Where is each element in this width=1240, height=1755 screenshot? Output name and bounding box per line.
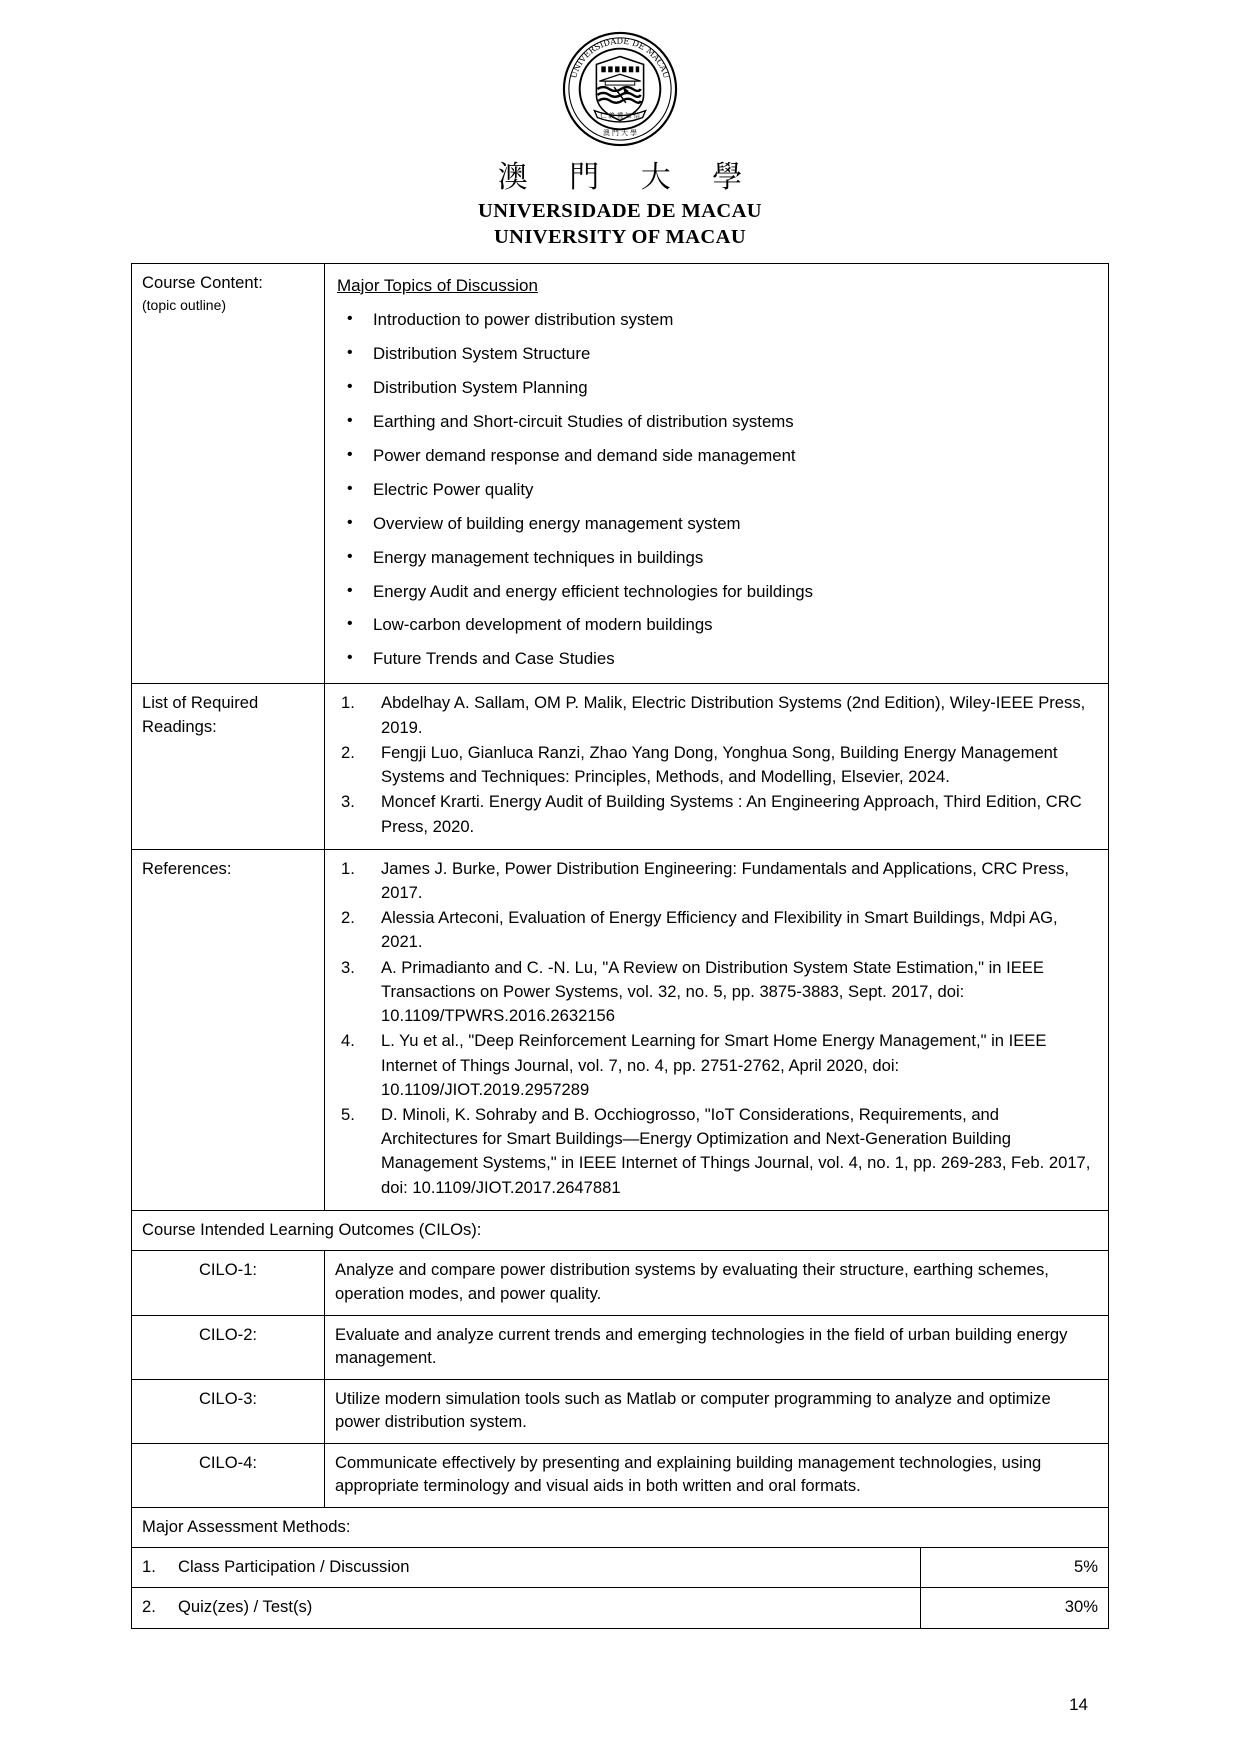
table-row-cilo <box>132 1251 1109 1315</box>
list-item <box>335 412 1098 433</box>
cilo-text: Communicate effectively by presenting and explaining building management technologies, using appropriate terminology and visual aids in both written and oral formats. <box>335 1452 1042 1496</box>
item-number: 1. <box>341 858 355 878</box>
bullet-icon: • <box>347 479 353 497</box>
course-content-label-cell <box>132 263 325 684</box>
cilo-code-cell <box>132 1379 325 1443</box>
cilos-heading-cell <box>132 1210 1109 1251</box>
cilo-text: Analyze and compare power distribution systems by evaluating their structure, earthing schemes, operation modes, and power quality. <box>335 1260 1049 1303</box>
topic-text: Introduction to power distribution system <box>373 309 674 329</box>
assessment-method-cell <box>132 1588 921 1629</box>
topic-text: Earthing and Short-circuit Studies of distribution systems <box>373 411 794 431</box>
assessment-weight-cell <box>921 1588 1109 1629</box>
topic-text: Energy management techniques in buildings <box>373 547 704 567</box>
required-readings-list <box>335 691 1098 838</box>
required-readings-label: List of Required Readings: <box>142 693 259 737</box>
cilo-code-cell <box>132 1315 325 1379</box>
item-number: 1. <box>341 693 355 713</box>
list-item <box>335 615 1098 636</box>
major-topics-heading: Major Topics of Discussion <box>337 275 538 295</box>
item-number: 1. <box>142 1556 156 1576</box>
cilo-code: CILO-3: <box>198 1388 258 1408</box>
list-item <box>335 906 1098 954</box>
list-item <box>335 956 1098 1029</box>
item-number: 2. <box>142 1597 156 1617</box>
svg-text:仁 義 禮 知 信: 仁 義 禮 知 信 <box>600 111 640 120</box>
table-row-required-readings <box>132 684 1109 849</box>
list-item <box>335 790 1098 838</box>
table-row <box>132 1588 1109 1629</box>
list-item <box>335 691 1098 739</box>
list-item <box>335 514 1098 535</box>
references-label: References: <box>142 858 232 878</box>
university-name-chinese: 澳 門 大 學 <box>497 160 759 195</box>
list-item <box>335 857 1098 905</box>
table-row-cilo <box>132 1315 1109 1379</box>
list-item <box>335 1103 1098 1200</box>
cilo-text: Utilize modern simulation tools such as Matlab or computer programming to analyze and optimize power distribution system. <box>335 1388 1051 1432</box>
topic-text: Power demand response and demand side management <box>373 445 796 465</box>
cilo-code: CILO-4: <box>198 1452 258 1472</box>
table-row-cilos-heading <box>132 1210 1109 1251</box>
reference-text: L. Yu et al., "Deep Reinforcement Learning for Smart Home Energy Management," in IEEE Internet of Things Journal, vol. 7, no. 4, pp. 2751-2762, April 2020, doi: 10.1109/JIOT.2019.2957289 <box>381 1031 1047 1099</box>
list-item <box>335 480 1098 501</box>
assessment-weight: 30% <box>1064 1597 1098 1617</box>
required-readings-label-cell <box>132 684 325 849</box>
assessment-heading: Major Assessment Methods: <box>142 1516 351 1536</box>
cilo-text: Evaluate and analyze current trends and emerging technologies in the field of urban building energy management. <box>335 1324 1068 1368</box>
course-content-sublabel: (topic outline) <box>142 297 227 314</box>
assessment-method-name: Class Participation / Discussion <box>178 1556 410 1576</box>
reference-text: A. Primadianto and C. -N. Lu, "A Review on Distribution System State Estimation," in IEEE Transactions on Power Systems, vol. 32, no. 5, pp. 3875-3883, Sept. 2017, doi: 10.1109/TPWRS.2016.2632156 <box>381 957 1044 1026</box>
bullet-icon: • <box>347 343 353 361</box>
svg-text:澳 門 大 學: 澳 門 大 學 <box>602 129 638 138</box>
reference-text: D. Minoli, K. Sohraby and B. Occhiogrosso, "IoT Considerations, Requirements, and Architectures for Smart Buildings—Energy Optimization and Next-Generation Building Management Systems," in IEEE Internet of Things Journal, vol. 4, no. 1, pp. 269-283, Feb. 2017, doi: 10.1109/JIOT.2017.2647881 <box>381 1104 1091 1197</box>
item-number: 5. <box>341 1104 355 1124</box>
cilos-heading: Course Intended Learning Outcomes (CILOs): <box>142 1219 482 1239</box>
topic-text: Distribution System Structure <box>373 343 591 363</box>
cilo-code-cell <box>132 1251 325 1315</box>
item-number: 2. <box>341 742 355 762</box>
topic-text: Overview of building energy management system <box>373 513 741 533</box>
list-item <box>335 582 1098 603</box>
item-number: 3. <box>341 957 355 977</box>
topic-text: Low-carbon development of modern buildings <box>373 615 713 635</box>
reading-text: Abdelhay A. Sallam, OM P. Malik, Electric Distribution Systems (2nd Edition), Wiley-IEEE Press, 2019. <box>381 693 1086 737</box>
page-number: 14 <box>1069 1695 1088 1714</box>
list-item <box>335 1029 1098 1102</box>
course-content-label: Course Content: <box>142 272 263 292</box>
list-item <box>335 741 1098 789</box>
list-item <box>335 548 1098 569</box>
topic-text: Electric Power quality <box>373 479 534 499</box>
reading-text: Moncef Krarti. Energy Audit of Building Systems : An Engineering Approach, Third Edition, CRC Press, 2020. <box>381 792 1082 836</box>
table-row-cilo <box>132 1443 1109 1507</box>
bullet-icon: • <box>347 445 353 463</box>
table-row-references <box>132 849 1109 1210</box>
references-cell <box>325 849 1109 1210</box>
item-number: 2. <box>341 908 355 928</box>
assessment-weight-cell <box>921 1547 1109 1588</box>
bullet-icon: • <box>347 547 353 565</box>
list-item <box>335 344 1098 365</box>
syllabus-table-wrapper <box>131 263 1109 1629</box>
list-item <box>335 649 1098 670</box>
university-crest-icon <box>561 30 679 148</box>
university-name-english: UNIVERSITY OF MACAU <box>493 225 747 248</box>
university-name-portuguese: UNIVERSIDADE DE MACAU <box>477 199 763 222</box>
topics-list <box>335 310 1098 671</box>
references-list <box>335 857 1098 1200</box>
bullet-icon: • <box>347 513 353 531</box>
list-item <box>335 446 1098 467</box>
svg-text:UNIVERSIDADE DE MACAU: UNIVERSIDADE DE MACAU <box>568 35 672 80</box>
bullet-icon: • <box>347 649 353 667</box>
table-row <box>132 1547 1109 1588</box>
bullet-icon: • <box>347 377 353 395</box>
list-item <box>335 310 1098 331</box>
letterhead <box>0 0 1240 249</box>
bullet-icon: • <box>347 615 353 633</box>
course-content-cell <box>325 263 1109 684</box>
assessment-table <box>131 1547 1109 1629</box>
topic-text: Distribution System Planning <box>373 377 588 397</box>
cilo-text-cell <box>325 1379 1109 1443</box>
references-label-cell <box>132 849 325 1210</box>
cilo-text-cell <box>325 1251 1109 1315</box>
table-row-assessment-heading <box>132 1507 1109 1548</box>
reference-text: Alessia Arteconi, Evaluation of Energy Efficiency and Flexibility in Smart Buildings, Mdpi AG, 2021. <box>381 908 1058 952</box>
table-row-cilo <box>132 1379 1109 1443</box>
table-row-course-content <box>132 263 1109 684</box>
cilo-text-cell <box>325 1315 1109 1379</box>
bullet-icon: • <box>347 309 353 327</box>
cilo-text-cell <box>325 1443 1109 1507</box>
cilo-code: CILO-1: <box>198 1260 258 1280</box>
topic-text: Future Trends and Case Studies <box>373 649 615 669</box>
reference-text: James J. Burke, Power Distribution Engineering: Fundamentals and Applications, CRC Press, 2017. <box>381 858 1070 902</box>
assessment-heading-cell <box>132 1507 1109 1548</box>
topic-text: Energy Audit and energy efficient technologies for buildings <box>373 581 814 601</box>
list-item <box>335 378 1098 399</box>
cilo-code: CILO-2: <box>198 1324 258 1344</box>
item-number: 4. <box>341 1031 355 1051</box>
assessment-weight: 5% <box>1074 1556 1098 1576</box>
reading-text: Fengji Luo, Gianluca Ranzi, Zhao Yang Dong, Yonghua Song, Building Energy Management Systems and Techniques: Principles, Methods, and Modelling, Elsevier, 2024. <box>381 742 1058 787</box>
bullet-icon: • <box>347 581 353 599</box>
bullet-icon: • <box>347 411 353 429</box>
cilo-code-cell <box>132 1443 325 1507</box>
syllabus-table <box>131 263 1109 1549</box>
item-number: 3. <box>341 792 355 812</box>
required-readings-cell <box>325 684 1109 849</box>
assessment-method-name: Quiz(zes) / Test(s) <box>178 1597 313 1617</box>
assessment-method-cell <box>132 1547 921 1588</box>
